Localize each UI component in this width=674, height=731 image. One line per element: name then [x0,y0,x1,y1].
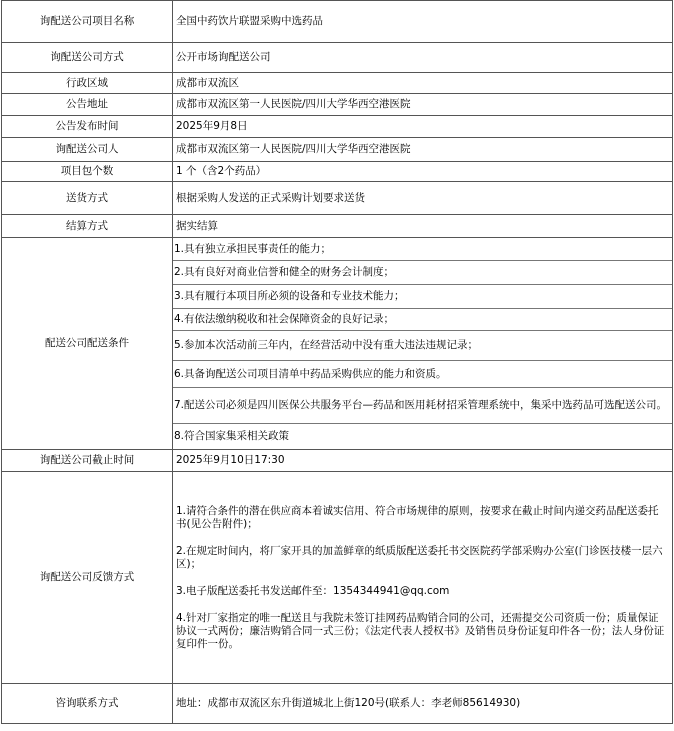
settlement-label: 结算方式 [2,215,173,238]
contact-value: 地址：成都市双流区东升街道城北上街120号(联系人：李老师85614930) [173,684,673,724]
notice-table [1,0,673,724]
feedback-list [173,472,673,684]
row-delivery-method [2,182,673,215]
deadline-label: 询配送公司截止时间 [2,450,173,472]
row-address [2,94,673,116]
conditions-label: 配送公司配送条件 [2,238,173,450]
row-deadline [2,450,673,472]
conditions-list [173,238,673,450]
row-package-count [2,162,673,182]
inquirer-label: 询配送公司人 [2,138,173,162]
row-region [2,73,673,94]
region-label: 行政区域 [2,73,173,94]
package-count-value: 1 个（含2个药品） [173,162,673,182]
deadline-value: 2025年9月10日17:30 [173,450,673,472]
condition-item-6: 6.具备询配送公司项目清单中药品采购供应的能力和资质。 [173,361,672,388]
row-feedback [2,472,673,684]
method-label: 询配送公司方式 [2,43,173,73]
row-contact [2,684,673,724]
region-value: 成都市双流区 [173,73,673,94]
row-publish-time [2,116,673,138]
settlement-value: 据实结算 [173,215,673,238]
feedback-item-3: 3.电子版配送委托书发送邮件至：1354344941@qq.com [176,584,450,597]
package-count-label: 项目包个数 [2,162,173,182]
row-project-name [2,1,673,43]
feedback-item-2: 2.在规定时间内，将厂家开具的加盖鲜章的纸质版配送委托书交医院药学部采购办公室(门诊医技楼一层六区)； [176,544,663,570]
condition-item-7: 7.配送公司必须是四川医保公共服务平台—药品和医用耗材招采管理系统中，集采中选药品可选配送公司。 [173,388,672,424]
delivery-method-value: 根据采购人发送的正式采购计划要求送货 [173,182,673,215]
delivery-method-label: 送货方式 [2,182,173,215]
contact-label: 咨询联系方式 [2,684,173,724]
publish-time-value: 2025年9月8日 [173,116,673,138]
row-settlement [2,215,673,238]
row-conditions [2,238,673,450]
method-value: 公开市场询配送公司 [173,43,673,73]
feedback-label: 询配送公司反馈方式 [2,472,173,684]
condition-item-8: 8.符合国家集采相关政策 [174,429,290,442]
address-label: 公告地址 [2,94,173,116]
inquirer-value: 成都市双流区第一人民医院/四川大学华西空港医院 [173,138,673,162]
feedback-item-1: 1.请符合条件的潜在供应商本着诚实信用、符合市场规律的原则，按要求在截止时间内递交药品配送委托书(见公告附件)； [176,504,659,530]
condition-item-3: 3.具有履行本项目所必须的设备和专业技术能力； [173,285,672,309]
project-name-value: 全国中药饮片联盟采购中选药品 [173,1,673,43]
feedback-item-4: 4.针对厂家指定的唯一配送且与我院未签订挂网药品购销合同的公司，还需提交公司资质一份；质量保证协议一式两份；廉洁购销合同一式三份；《法定代表人授权书》及销售员身份证复印件各一份；法人身份证复印件一份。 [176,611,665,650]
address-value: 成都市双流区第一人民医院/四川大学华西空港医院 [173,94,673,116]
condition-item-2: 2.具有良好对商业信誉和健全的财务会计制度； [173,261,672,285]
condition-item-5: 5.参加本次活动前三年内，在经营活动中没有重大违法违规记录； [173,331,672,361]
condition-item-4: 4.有依法缴纳税收和社会保障资金的良好记录； [173,309,672,331]
row-inquirer [2,138,673,162]
publish-time-label: 公告发布时间 [2,116,173,138]
condition-item-1: 1.具有独立承担民事责任的能力； [173,239,672,261]
row-method [2,43,673,73]
project-name-label: 询配送公司项目名称 [2,1,173,43]
